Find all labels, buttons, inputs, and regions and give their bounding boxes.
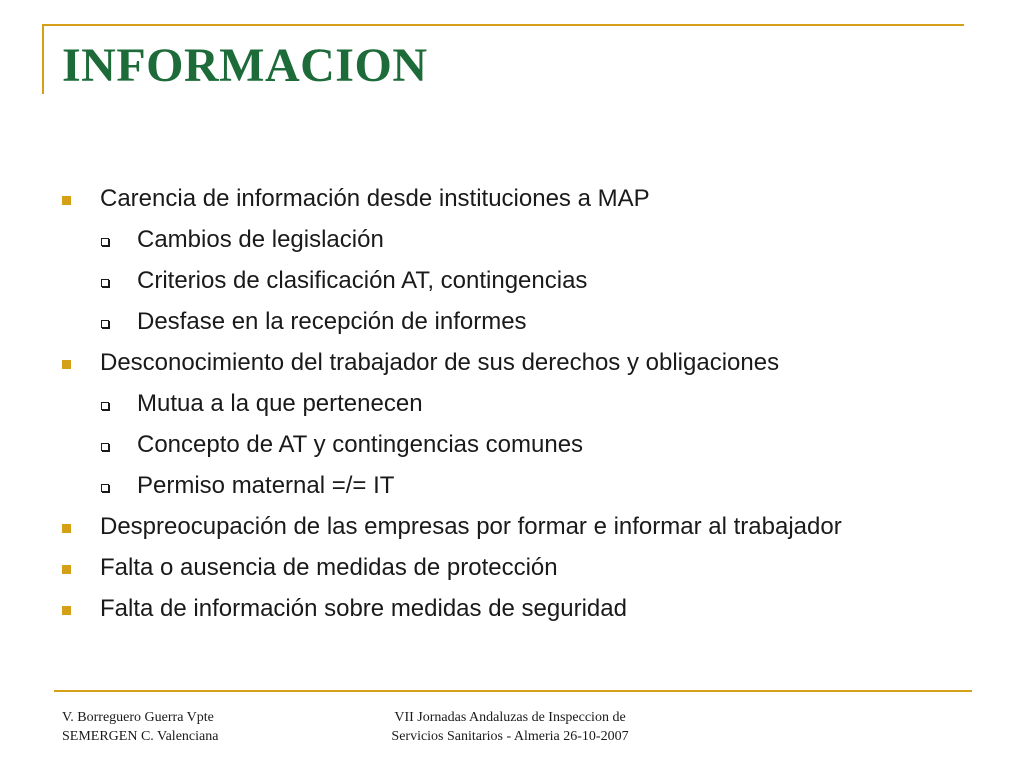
- sub-bullet-text: Permiso maternal =/= IT: [137, 472, 395, 499]
- footer-event-line: Servicios Sanitarios - Almeria 26-10-2007: [391, 729, 629, 744]
- bullet-item: [60, 346, 940, 379]
- sub-bullet-text: Desfase en la recepción de informes: [137, 308, 527, 335]
- sub-bullet-item: [60, 264, 940, 297]
- hollow-square-bullet-icon: [101, 402, 109, 410]
- square-bullet-icon: [62, 565, 71, 574]
- bullet-text: Desconocimiento del trabajador de sus derechos y obligaciones: [100, 349, 780, 376]
- sub-bullet-item: [60, 428, 940, 461]
- bullet-list: [60, 182, 940, 633]
- bullet-item: [60, 510, 940, 543]
- sub-bullet-text: Concepto de AT y contingencias comunes: [137, 431, 584, 458]
- square-bullet-icon: [62, 606, 71, 615]
- sub-bullet-item: [60, 387, 940, 420]
- footer-rule: [54, 690, 972, 692]
- title-frame-top-rule: [42, 24, 964, 26]
- slide-title: INFORMACION: [62, 39, 428, 92]
- bullet-item: [60, 592, 940, 625]
- hollow-square-bullet-icon: [101, 484, 109, 492]
- square-bullet-icon: [62, 360, 71, 369]
- bullet-text: Falta o ausencia de medidas de protección: [100, 554, 558, 581]
- sub-bullet-text: Cambios de legislación: [137, 226, 384, 253]
- bullet-text: Carencia de información desde instituciones a MAP: [100, 185, 650, 212]
- square-bullet-icon: [62, 196, 71, 205]
- footer-author: [62, 708, 218, 746]
- sub-bullet-item: [60, 305, 940, 338]
- hollow-square-bullet-icon: [101, 320, 109, 328]
- hollow-square-bullet-icon: [101, 443, 109, 451]
- title-frame-left-rule: [42, 24, 44, 94]
- footer-event: [340, 708, 680, 746]
- sub-bullet-text: Criterios de clasificación AT, contingencias: [137, 267, 588, 294]
- hollow-square-bullet-icon: [101, 279, 109, 287]
- footer-author-line: SEMERGEN C. Valenciana: [62, 729, 219, 744]
- sub-bullet-item: [60, 223, 940, 256]
- hollow-square-bullet-icon: [101, 238, 109, 246]
- bullet-text: Falta de información sobre medidas de seguridad: [100, 595, 627, 622]
- square-bullet-icon: [62, 524, 71, 533]
- footer-author-line: V. Borreguero Guerra Vpte: [62, 710, 214, 725]
- bullet-item: [60, 551, 940, 584]
- bullet-item: [60, 182, 940, 215]
- sub-bullet-item: [60, 469, 940, 502]
- footer-event-line: VII Jornadas Andaluzas de Inspeccion de: [394, 710, 626, 725]
- sub-bullet-text: Mutua a la que pertenecen: [137, 390, 423, 417]
- bullet-text: Despreocupación de las empresas por formar e informar al trabajador: [100, 513, 842, 540]
